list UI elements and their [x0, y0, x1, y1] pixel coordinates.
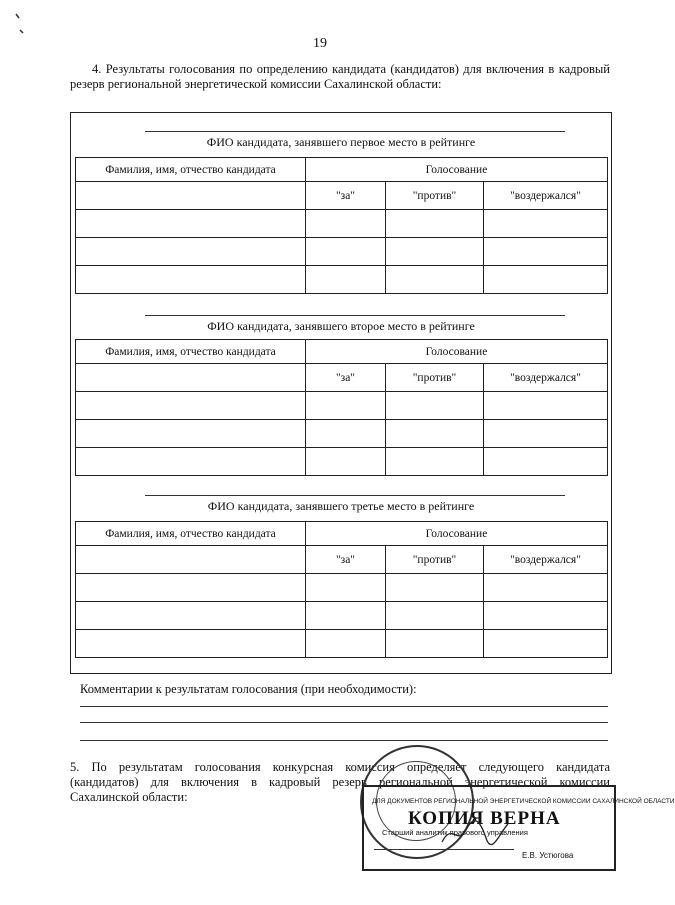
voting-table-2 [75, 339, 608, 476]
abstained-cell[interactable] [484, 266, 608, 294]
name-cell[interactable] [76, 182, 306, 210]
voting-results-frame [70, 112, 612, 674]
for-header: "за" [306, 364, 386, 392]
against-header: "против" [386, 364, 484, 392]
against-cell[interactable] [386, 266, 484, 294]
against-cell[interactable] [386, 448, 484, 476]
name-cell[interactable] [76, 546, 306, 574]
signature-line [374, 849, 514, 850]
section-4-text: 4. Результаты голосования по определению кандидата (кандидатов) для включения в кадровый резерв региональной энергетической комиссии Сахалинской области: [70, 62, 610, 91]
against-header: "против" [386, 182, 484, 210]
name-column-header: Фамилия, имя, отчество кандидата [76, 522, 306, 546]
name-cell[interactable] [76, 210, 306, 238]
voting-header: Голосование [306, 158, 608, 182]
section-5-line-1: 5. По результатам голосования конкурсная комиссия определяет следующего кандидата [70, 760, 610, 774]
candidate-block-1 [75, 121, 607, 291]
voting-table-3 [75, 521, 608, 658]
stamp-organization: ДЛЯ ДОКУМЕНТОВ РЕГИОНАЛЬНОЙ ЭНЕРГЕТИЧЕСКОЙ КОМИССИИ САХАЛИНСКОЙ ОБЛАСТИ [372, 798, 675, 805]
candidate-title-2: ФИО кандидата, занявшего второе место в рейтинге [207, 319, 475, 333]
comment-line[interactable] [80, 722, 608, 723]
for-cell[interactable] [306, 574, 386, 602]
section-5-line-2: (кандидатов) для включения в кадровый резерв региональной энергетической комиссии [70, 775, 610, 789]
comment-line[interactable] [80, 706, 608, 707]
name-cell[interactable] [76, 630, 306, 658]
voting-header: Голосование [306, 522, 608, 546]
against-cell[interactable] [386, 238, 484, 266]
for-cell[interactable] [306, 210, 386, 238]
for-cell[interactable] [306, 266, 386, 294]
name-column-header: Фамилия, имя, отчество кандидата [76, 158, 306, 182]
name-cell[interactable] [76, 574, 306, 602]
name-column-header: Фамилия, имя, отчество кандидата [76, 340, 306, 364]
against-cell[interactable] [386, 630, 484, 658]
for-header: "за" [306, 546, 386, 574]
against-header: "против" [386, 546, 484, 574]
name-cell[interactable] [76, 448, 306, 476]
comment-line[interactable] [80, 740, 608, 741]
against-cell[interactable] [386, 602, 484, 630]
name-cell[interactable] [76, 364, 306, 392]
against-cell[interactable] [386, 392, 484, 420]
against-cell[interactable] [386, 420, 484, 448]
abstained-cell[interactable] [484, 448, 608, 476]
abstained-header: "воздержался" [484, 364, 608, 392]
candidate-block-3 [75, 485, 607, 665]
title-underline [145, 315, 565, 316]
voting-table-1 [75, 157, 608, 294]
for-cell[interactable] [306, 602, 386, 630]
candidate-title-1: ФИО кандидата, занявшего первое место в рейтинге [206, 135, 476, 149]
abstained-cell[interactable] [484, 238, 608, 266]
abstained-header: "воздержался" [484, 546, 608, 574]
against-cell[interactable] [386, 210, 484, 238]
against-cell[interactable] [386, 574, 484, 602]
for-cell[interactable] [306, 630, 386, 658]
abstained-cell[interactable] [484, 574, 608, 602]
page-number: 19 [313, 36, 327, 51]
abstained-cell[interactable] [484, 420, 608, 448]
comments-label: Комментарии к результатам голосования (при необходимости): [80, 682, 417, 696]
for-cell[interactable] [306, 238, 386, 266]
title-underline [145, 495, 565, 496]
abstained-header: "воздержался" [484, 182, 608, 210]
name-cell[interactable] [76, 266, 306, 294]
candidate-title-3: ФИО кандидата, занявшего третье место в рейтинге [207, 499, 475, 513]
scan-mark [10, 8, 30, 38]
name-cell[interactable] [76, 392, 306, 420]
section-5-line-3: Сахалинской области: [70, 790, 188, 804]
stamp-signer-name: Е.В. Устюгова [522, 851, 574, 860]
name-cell[interactable] [76, 602, 306, 630]
stamp-position: Старший аналитик правового управления [382, 828, 528, 837]
candidate-block-2 [75, 307, 607, 477]
abstained-cell[interactable] [484, 630, 608, 658]
title-underline [145, 131, 565, 132]
stamp-copy-verified: КОПИЯ ВЕРНА [408, 808, 561, 829]
for-cell[interactable] [306, 392, 386, 420]
voting-header: Голосование [306, 340, 608, 364]
abstained-cell[interactable] [484, 210, 608, 238]
name-cell[interactable] [76, 420, 306, 448]
handwritten-signature [440, 818, 510, 848]
for-header: "за" [306, 182, 386, 210]
abstained-cell[interactable] [484, 392, 608, 420]
name-cell[interactable] [76, 238, 306, 266]
abstained-cell[interactable] [484, 602, 608, 630]
for-cell[interactable] [306, 448, 386, 476]
for-cell[interactable] [306, 420, 386, 448]
